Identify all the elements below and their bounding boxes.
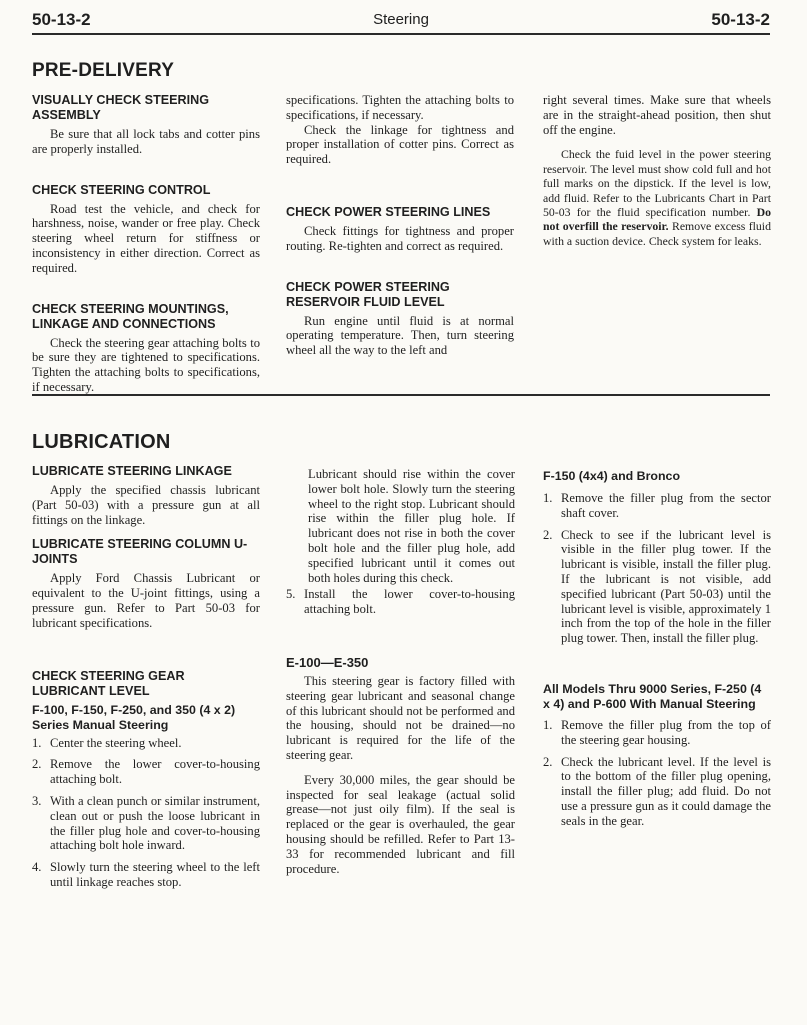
heading-lube-linkage: LUBRICATE STEERING LINKAGE	[32, 464, 232, 478]
list-item: 5. Install the lower cover-to-housing attaching bolt.	[286, 587, 515, 617]
heading-mountings: CHECK STEERING MOUNTINGS, LINKAGE AND CONNECTIONS	[32, 301, 229, 331]
heading-lube-column: LUBRICATE STEERING COLUMN U-JOINTS	[32, 537, 248, 567]
list-item: 4. Slowly turn the steering wheel to the left until linkage reaches stop.	[32, 860, 260, 889]
heading-visual-check: VISUALLY CHECK STEERING ASSEMBLY	[32, 93, 210, 122]
para-lube-column: Apply Ford Chassis Lubricant or equivalent to the U-joint fittings, using a pressure gun. Refer to Part 50-03 for lubricant specifications.	[32, 571, 260, 630]
para-mountings-continued: specifications. Tighten the attaching bolts to specifications, if necessary.	[286, 93, 514, 122]
para-lubricant-rise: Lubricant should rise within the cover lower bolt hole. Slowly turn the steering wheel to the right stop. Lubricant should rise within the filler plug hole. If lubricant does not rise in both the cover bolt hole and the filler plug hole, add specified lubricant until it comes out both holes during this check.	[308, 467, 515, 585]
heading-f150-bronco: F-150 (4x4) and Bronco	[543, 469, 681, 483]
predelivery-col-3	[543, 93, 771, 258]
manual-steering-step-5	[286, 587, 515, 617]
list-item: 3. With a clean punch or similar instrument, clean out or push the loose lubricant in the filler plug hole and cover-to-housing attaching bolt hole inward.	[32, 793, 260, 853]
section-divider	[32, 394, 770, 396]
page-header	[32, 8, 770, 32]
predelivery-col-2	[286, 93, 514, 358]
list-item: 1. Remove the filler plug from the sector shaft cover.	[543, 491, 771, 520]
para-reservoir: Run engine until fluid is at normal operating temperature. Then, turn steering wheel all the way to the left and	[286, 313, 514, 358]
lubrication-col-2	[286, 467, 515, 886]
header-rule	[32, 33, 770, 35]
list-item: 1. Remove the filler plug from the top of the steering gear housing.	[543, 717, 771, 747]
lubrication-col-3	[543, 469, 771, 839]
page-number-right: 50-13-2	[711, 10, 770, 29]
heading-power-lines: CHECK POWER STEERING LINES	[286, 204, 491, 219]
para-fluid-level: Check the fuid level in the power steering reservoir. The level must show cold full and hot full marks on the dipstick. If the level is low, add fluid. Refer to the Lubricants Chart in Part 50-03 for the fluid specification number. Do not overfill the reservoir. Remove excess fluid with a suction device. Check system for leaks.	[543, 147, 771, 248]
f150-steps	[543, 491, 771, 646]
para-power-lines: Check fittings for tightness and proper routing. Re-tighten and correct as required.	[286, 223, 514, 253]
list-item: 2. Remove the lower cover-to-housing attaching bolt.	[32, 757, 260, 787]
list-item: 2. Check the lubricant level. If the level is to the bottom of the filler plug opening, install the filler plug; add fluid. Do not use a pressure gun as it could damage the seals in the gear.	[543, 754, 771, 828]
heading-reservoir-fluid: CHECK POWER STEERING RESERVOIR FLUID LEVEL	[286, 279, 450, 309]
predelivery-col-1	[32, 93, 260, 395]
predelivery-title: PRE-DELIVERY	[32, 60, 175, 81]
heading-manual-steering: F-100, F-150, F-250, and 350 (4 x 2) Series Manual Steering	[32, 702, 236, 732]
page-number-left: 50-13-2	[32, 10, 91, 29]
all-models-steps	[543, 718, 771, 829]
para-e100-2: Every 30,000 miles, the gear should be inspected for seal leakage (actual solid grease—not just oily film). If the seal is replaced or the gear is overhauled, the gear housing should be refilled. Refer to Part 13-33 for recommended lubricant and fill procedure.	[286, 772, 515, 876]
heading-e100-e350: E-100—E-350	[286, 654, 369, 670]
manual-steering-steps	[32, 736, 260, 890]
lubrication-col-1	[32, 464, 260, 900]
heading-steering-control: CHECK STEERING CONTROL	[32, 182, 211, 197]
para-e100-1: This steering gear is factory filled with steering gear lubricant and seasonal change of this lubricant should not be performed and the housing, should not be drained—no lubricant is required for the life of the steering gear.	[286, 673, 515, 762]
heading-gear-level: CHECK STEERING GEAR LUBRICANT LEVEL	[32, 668, 185, 698]
section-title: Steering	[373, 11, 429, 28]
para-mountings: Check the steering gear attaching bolts to be sure they are tightened to specifications. Tighten the attaching bolts to specifications, if necessary.	[32, 335, 260, 394]
para-steering-control: Road test the vehicle, and check for harshness, noise, wander or free play. Check steering wheel return for stiffness or inconsistency in either direction. Correct as required.	[32, 201, 260, 275]
para-lube-linkage: Apply the specified chassis lubricant (Part 50-03) with a pressure gun at all fittings on the linkage.	[32, 483, 260, 527]
list-item: 2. Check to see if the lubricant level is visible in the filler plug tower. If the lubricant is visible, install the filler plug. If the lubricant is not visible, add specified lubricant (Part 50-03) until the lubricant level is visible, approximately 1 inch from the top of the hole in the filler plug tower. Then, install the filler plug.	[543, 527, 771, 646]
para-linkage-check: Check the linkage for tightness and proper installation of cotter pins. Correct as required.	[286, 122, 514, 167]
warning-no-overfill: Do not overfill the reservoir.	[543, 205, 771, 234]
para-reservoir-continued: right several times. Make sure that wheels are in the straight-ahead position, then shut off the engine.	[543, 93, 771, 137]
para-visual-check: Be sure that all lock tabs and cotter pins are properly installed.	[32, 127, 260, 156]
list-item: 1. Center the steering wheel.	[32, 735, 182, 750]
heading-all-models: All Models Thru 9000 Series, F-250 (4 x 4) and P-600 With Manual Steering	[543, 681, 762, 711]
lubrication-title: LUBRICATION	[32, 431, 171, 453]
